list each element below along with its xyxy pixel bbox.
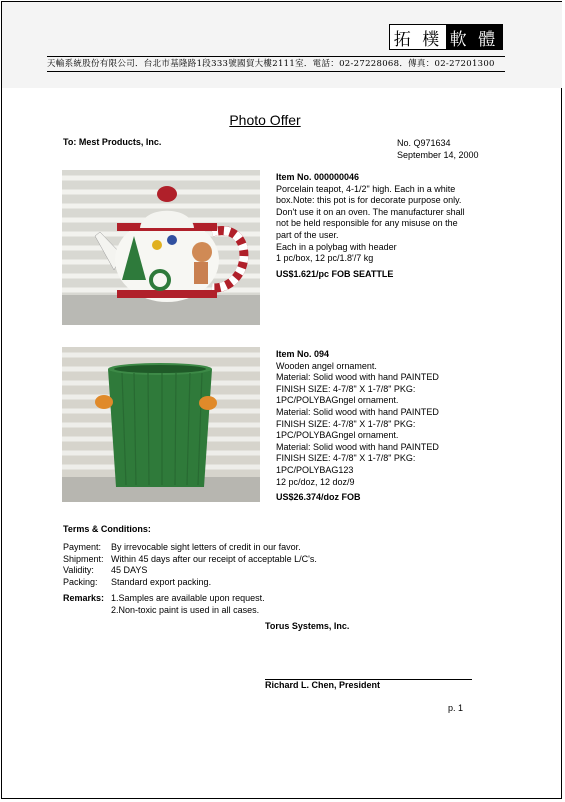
terms-value: Standard export packing. bbox=[111, 576, 212, 587]
remarks-list bbox=[111, 593, 265, 616]
remark-item: 1.Samples are available upon request. bbox=[111, 593, 265, 603]
signer-company: Torus Systems, Inc. bbox=[265, 621, 350, 631]
remark-item: 2.Non-toxic paint is used in all cases. bbox=[111, 604, 260, 615]
item-description-line: Each in a polybag with header bbox=[276, 241, 397, 252]
remarks bbox=[63, 593, 265, 616]
signer-name: Richard L. Chen, President bbox=[265, 680, 381, 690]
offer-date: September 14, 2000 bbox=[397, 150, 479, 160]
terms-heading: Terms & Conditions: bbox=[63, 524, 151, 534]
item-price: US$1.621/pc FOB SEATTLE bbox=[276, 268, 394, 279]
item-description-line: Material: Solid wood with hand PAINTED bbox=[276, 372, 439, 383]
logo-part-dark: 軟 體 bbox=[446, 25, 502, 49]
terms-row bbox=[63, 542, 317, 554]
item-price: US$26.374/doz FOB bbox=[276, 492, 361, 503]
item-description-line: Porcelain teapot, 4-1/2" high. Each in a white bbox=[276, 183, 456, 194]
item-description-line: 12 pc/doz, 12 doz/9 bbox=[276, 476, 355, 487]
item-description-line: box.Note: this pot is for decorate purpose only. bbox=[276, 195, 462, 206]
item-description-line: Wooden angel ornament. bbox=[276, 360, 377, 371]
item-number: Item No. 094 bbox=[276, 349, 330, 359]
company-logo bbox=[389, 24, 503, 50]
terms-row bbox=[63, 577, 317, 589]
item-description-line: FINISH SIZE: 4-7/8" X 1-7/8" PKG: bbox=[276, 453, 416, 464]
bucket-photo bbox=[62, 347, 260, 502]
document-title: Photo Offer bbox=[229, 112, 301, 128]
terms-row bbox=[63, 565, 317, 577]
item-description-line: Material: Solid wood with hand PAINTED bbox=[276, 406, 439, 417]
teapot-photo bbox=[62, 170, 260, 325]
logo-part-light: 拓 樸 bbox=[393, 29, 443, 50]
terms-value: 45 DAYS bbox=[111, 565, 148, 575]
terms-label: Shipment: bbox=[63, 553, 104, 564]
letterhead-rule-bottom bbox=[47, 71, 505, 72]
terms-label: Packing: bbox=[63, 576, 98, 587]
terms-label: Payment: bbox=[63, 542, 102, 552]
item-description-line: FINISH SIZE: 4-7/8" X 1-7/8" PKG: bbox=[276, 418, 416, 429]
terms-value: By irrevocable sight letters of credit in our favor. bbox=[111, 542, 301, 552]
item-description-line: 1PC/POLYBAGngel ornament. bbox=[276, 395, 399, 406]
terms-list bbox=[63, 542, 317, 588]
item-details bbox=[276, 349, 491, 504]
item-description-line: part of the user. bbox=[276, 229, 339, 240]
recipient: To: Mest Products, Inc. bbox=[63, 137, 162, 147]
terms-value: Within 45 days after our receipt of acceptable L/C's. bbox=[111, 553, 317, 564]
item-description-line: 1PC/POLYBAG123 bbox=[276, 464, 354, 475]
item-description-line: 1PC/POLYBAGngel ornament. bbox=[276, 430, 399, 441]
item-description-line: 1 pc/box, 12 pc/1.8'/7 kg bbox=[276, 253, 374, 264]
letterhead-rule-top bbox=[47, 56, 505, 57]
remarks-label: Remarks: bbox=[63, 593, 105, 603]
offer-reference bbox=[397, 137, 479, 161]
page-number: p. 1 bbox=[448, 703, 464, 713]
item-details bbox=[276, 172, 491, 280]
terms-label: Validity: bbox=[63, 565, 94, 575]
terms-row bbox=[63, 554, 317, 566]
offer-number: No. Q971634 bbox=[397, 138, 451, 148]
item-description-line: Material: Solid wood with hand PAINTED bbox=[276, 441, 439, 452]
item-description-line: FINISH SIZE: 4-7/8" X 1-7/8" PKG: bbox=[276, 383, 416, 394]
item-number: Item No. 000000046 bbox=[276, 172, 360, 182]
item-description-line: not be held responsible for any misuse on the bbox=[276, 218, 458, 229]
item-description-line: Don't use it on an oven. The manufacturer shall bbox=[276, 206, 465, 217]
company-info: 天輸系統股份有限公司．台北市基隆路1段333號國貿大樓2111室．電話：02-27228068．傳真：02-27201300 bbox=[47, 59, 495, 69]
